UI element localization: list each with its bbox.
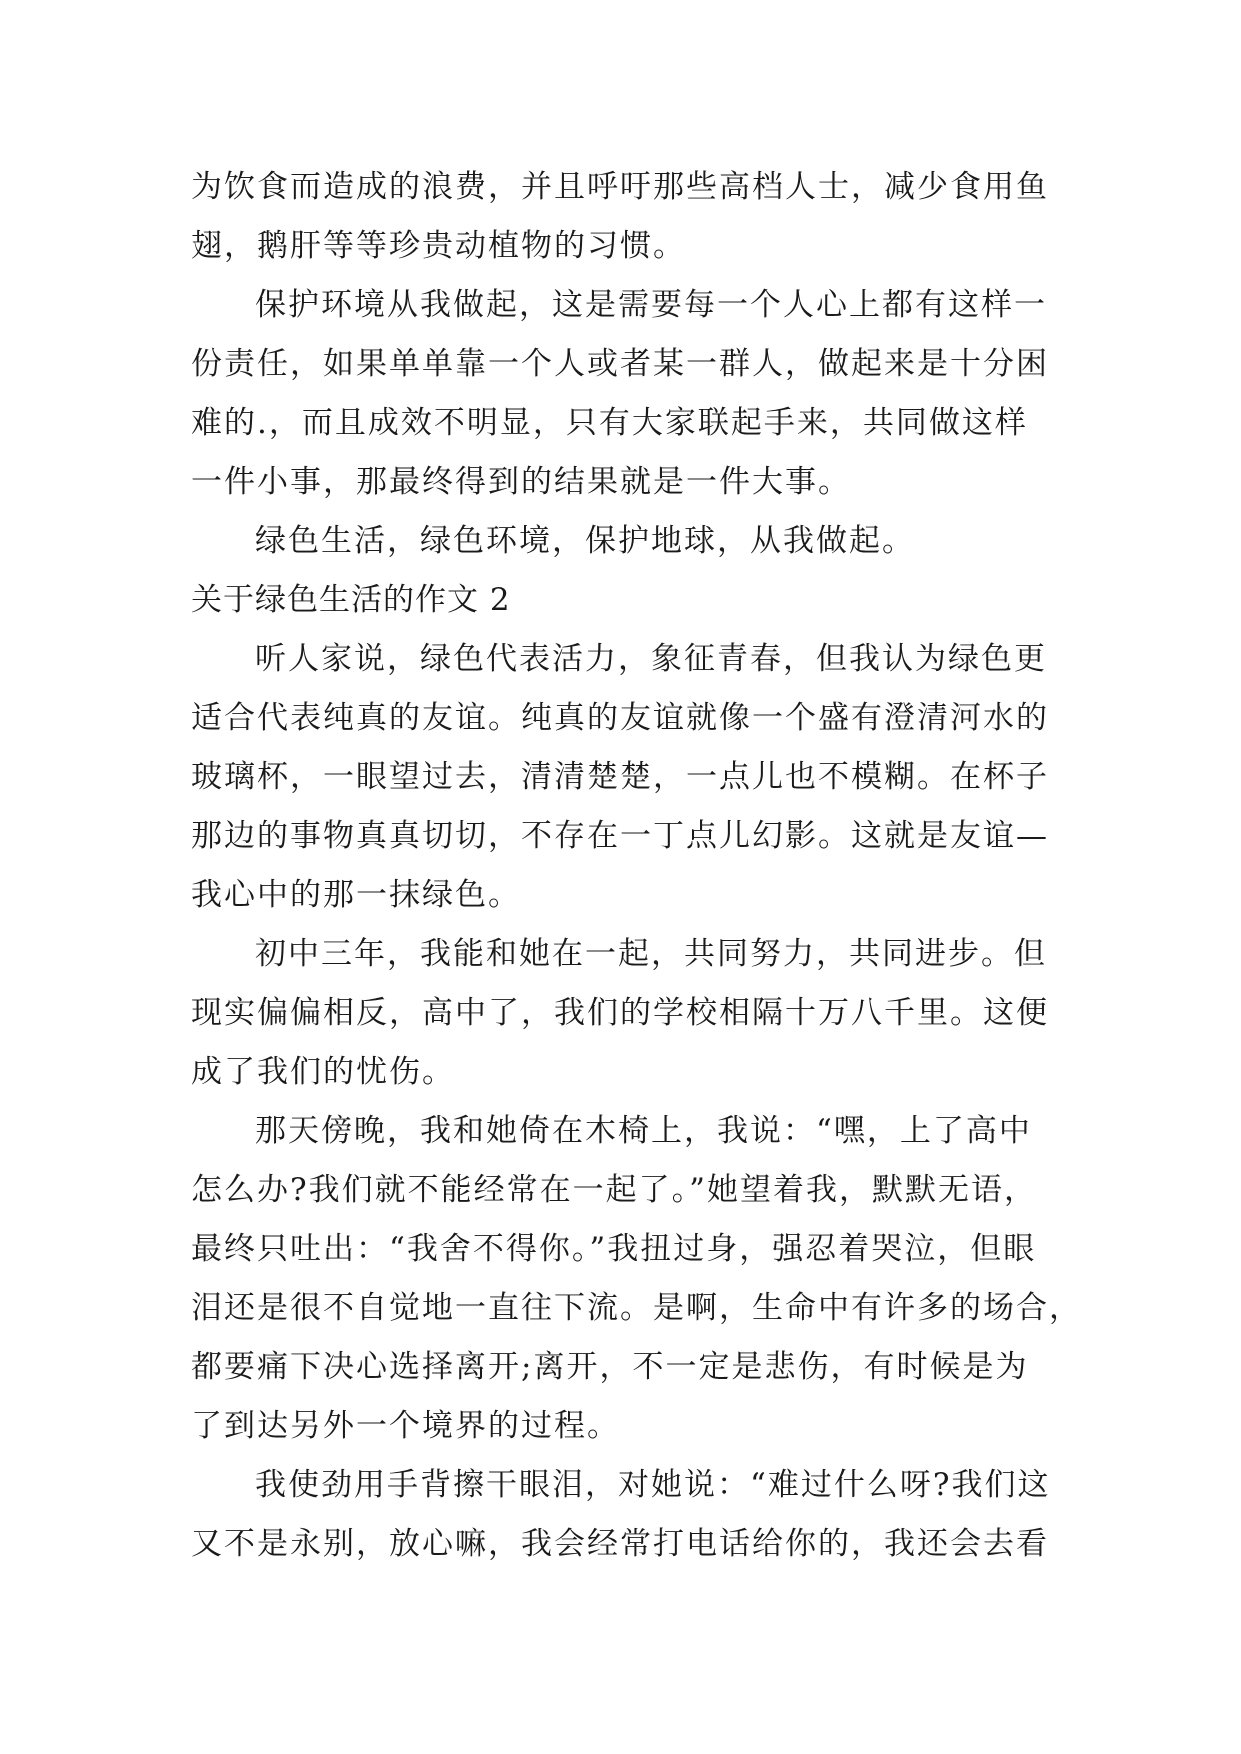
text-line: 一件小事，那最终得到的结果就是一件大事。 <box>191 464 851 500</box>
text-line: 为饮食而造成的浪费，并且呼吁那些高档人士，减少食用鱼 <box>191 169 1049 205</box>
paragraph-start-line: 绿色生活，绿色环境，保护地球，从我做起。 <box>255 523 915 559</box>
section-heading: 关于绿色生活的作文 2 <box>191 582 511 618</box>
text-line: 成了我们的忧伤。 <box>191 1054 455 1090</box>
text-line: 现实偏偏相反，高中了，我们的学校相隔十万八千里。这便 <box>191 995 1049 1031</box>
text-line: 最终只吐出：“我舍不得你。”我扭过身，强忍着哭泣，但眼 <box>191 1231 1037 1267</box>
paragraph-start-line: 那天傍晚，我和她倚在木椅上，我说：“嘿，上了高中 <box>255 1113 1032 1149</box>
text-line: 翅，鹅肝等等珍贵动植物的习惯。 <box>191 228 686 264</box>
document-body <box>191 158 1082 1574</box>
text-line: 适合代表纯真的友谊。纯真的友谊就像一个盛有澄清河水的 <box>191 700 1049 736</box>
paragraph-start-line: 我使劲用手背擦干眼泪，对她说：“难过什么呀?我们这 <box>255 1467 1051 1503</box>
paragraph-start-line: 听人家说，绿色代表活力，象征青春，但我认为绿色更 <box>255 641 1047 677</box>
text-line: 都要痛下决心选择离开;离开，不一定是悲伤，有时候是为 <box>191 1349 1029 1385</box>
text-line: 了到达另外一个境界的过程。 <box>191 1408 620 1444</box>
paragraph-start-line: 保护环境从我做起，这是需要每一个人心上都有这样一 <box>255 287 1047 323</box>
text-line: 泪还是很不自觉地一直往下流。是啊，生命中有许多的场合， <box>191 1290 1082 1326</box>
text-line: 又不是永别，放心嘛，我会经常打电话给你的，我还会去看 <box>191 1526 1049 1562</box>
paragraph-start-line: 初中三年，我能和她在一起，共同努力，共同进步。但 <box>255 936 1047 972</box>
text-line: 怎么办?我们就不能经常在一起了。”她望着我，默默无语， <box>191 1172 1037 1208</box>
text-line: 玻璃杯，一眼望过去，清清楚楚，一点儿也不模糊。在杯子 <box>191 759 1049 795</box>
text-line: 我心中的那一抹绿色。 <box>191 877 521 913</box>
text-line: 份责任，如果单单靠一个人或者某一群人，做起来是十分困 <box>191 346 1049 382</box>
text-line: 那边的事物真真切切，不存在一丁点儿幻影。这就是友谊— <box>191 818 1049 854</box>
text-line: 难的.，而且成效不明显，只有大家联起手来，共同做这样 <box>191 405 1028 441</box>
